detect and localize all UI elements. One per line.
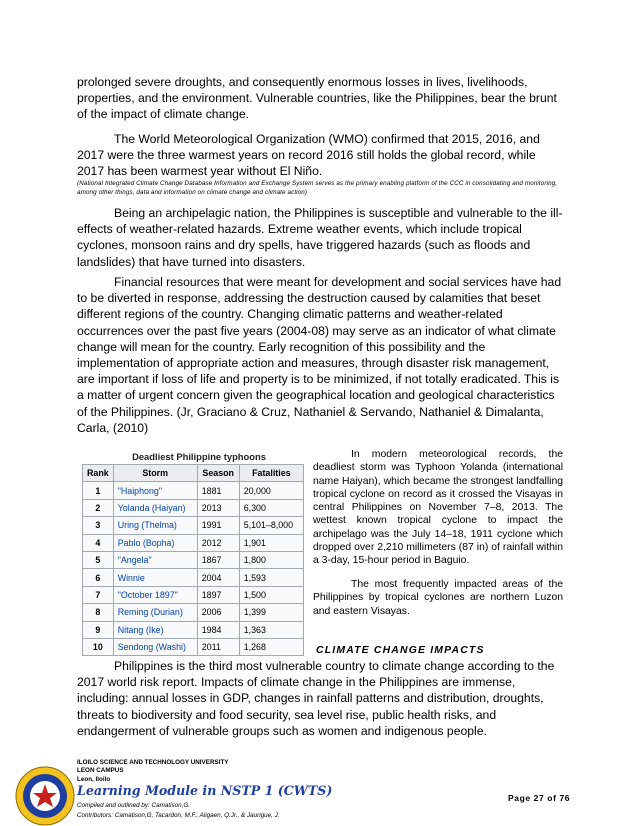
cell-season: 2004: [197, 569, 239, 586]
cell-season: 2011: [197, 638, 239, 655]
table-row: [83, 586, 304, 603]
page-footer: [0, 756, 638, 826]
cell-rank: 4: [83, 534, 114, 551]
cell-season: 1897: [197, 586, 239, 603]
paragraph-intro: prolonged severe droughts, and consequently enormous losses in lives, livelihoods, properties, and the environment. Vulnerable countries, like the Philippines, bear the brunt of the impact of climate change.: [77, 75, 557, 122]
cell-storm-link[interactable]: "Angela": [113, 551, 197, 568]
page-number: Page 27 of 76: [508, 793, 571, 803]
cell-rank: 5: [83, 551, 114, 568]
cell-fatalities: 1,500: [239, 586, 303, 603]
cell-storm-link[interactable]: Pablo (Bopha): [113, 534, 197, 551]
cell-season: 2006: [197, 604, 239, 621]
sidebar-paragraph-impacted-areas: The most frequently impacted areas of the Philippines by tropical cyclones are northern Luzon and eastern Visayas.: [313, 579, 563, 617]
contributors: Contributors: Camatison,G, Tacardon, M.F., Aligaen, Q.Jr., & Jaurigue, J.: [77, 812, 280, 819]
cell-storm-link[interactable]: Sendong (Washi): [113, 638, 197, 655]
cell-season: 2013: [197, 499, 239, 516]
table-row: [83, 482, 304, 499]
table-row: [83, 517, 304, 534]
paragraph-wmo: The World Meteorological Organization (WMO) confirmed that 2015, 2016, and 2017 were the three warmest years on record 2016 still holds the global record, while 2017 has been warmest year without El Niño.: [77, 132, 540, 179]
cell-rank: 8: [83, 604, 114, 621]
header-storm: Storm: [113, 465, 197, 482]
cell-fatalities: 1,399: [239, 604, 303, 621]
cell-fatalities: 1,363: [239, 621, 303, 638]
paragraph-archipelago: Being an archipelagic nation, the Philippines is susceptible and vulnerable to the ill-effects of weather-related hazards. Extreme weather events, which include tropical cyclones, monsoon rains and dry spells, have triggered hazards (such as floods and landslides) that have turned into disasters.: [77, 206, 563, 269]
table-header-row: [83, 465, 304, 482]
cell-rank: 2: [83, 499, 114, 516]
cell-storm-link[interactable]: Reming (Durian): [113, 604, 197, 621]
cell-season: 1867: [197, 551, 239, 568]
section-heading: CLIMATE CHANGE IMPACTS: [316, 645, 485, 656]
cell-fatalities: 20,000: [239, 482, 303, 499]
university-block: [77, 759, 229, 784]
campus-name: LEON CAMPUS: [77, 767, 124, 775]
university-name: ILOILO SCIENCE AND TECHNOLOGY UNIVERSITY: [77, 759, 229, 766]
cell-storm-link[interactable]: "October 1897": [113, 586, 197, 603]
cell-rank: 7: [83, 586, 114, 603]
typhoon-table: [82, 464, 304, 656]
cell-rank: 10: [83, 638, 114, 655]
cell-fatalities: 5,101–8,000: [239, 517, 303, 534]
university-seal-icon: [15, 766, 75, 826]
cell-rank: 6: [83, 569, 114, 586]
table-row: [83, 551, 304, 568]
cell-rank: 1: [83, 482, 114, 499]
cell-fatalities: 1,800: [239, 551, 303, 568]
table-row: [83, 534, 304, 551]
table-row: [83, 621, 304, 638]
campus-location: Leon, Iloilo: [77, 775, 111, 783]
cell-fatalities: 1,268: [239, 638, 303, 655]
cell-season: 1984: [197, 621, 239, 638]
cell-fatalities: 6,300: [239, 499, 303, 516]
cell-rank: 3: [83, 517, 114, 534]
table-caption: Deadliest Philippine typhoons: [132, 451, 266, 462]
paragraph-impacts: Philippines is the third most vulnerable country to climate change according to the 2017 world risk report. Impacts of climate change in the Philippines are immense, including: annual losses in GDP, changes in rainfall patterns and distribution, droughts, threats to biodiversity and food security, sea level rise, public health risks, and endangerment of vulnerable groups such as women and indigenous people.: [77, 659, 555, 738]
sidebar-paragraph-deadliest: In modern meteorological records, the deadliest storm was Typhoon Yolanda (international name Haiyan), which became the strongest landfalling tropical cyclone on record as it crossed the Visayas in central Philippines on November 7–8, 2013. The wettest known tropical cyclone to impact the archipelago was the July 14–18, 1911 cyclone which dropped over 2,210 millimeters (87 in) of rainfall within a 3-day, 15-hour period in Baguio.: [313, 449, 563, 567]
table-row: [83, 604, 304, 621]
cell-fatalities: 1,593: [239, 569, 303, 586]
paragraph-financial: Financial resources that were meant for development and social services have had to be diverted in response, addressing the destruction caused by calamities that beset different regions of the country. Changing climatic patterns and weather-related occurrences over the past five years (2004-08) may serve as an indicator of what climate change will mean for the country. Early recognition of this possibility and the implementation of appropriate action and measures, through disaster risk management, are important if loss of life and property is to be minimized, if not totally eradicated. This is a matter of urgent concern given the geographical location and geological characteristics of the Philippines. (Jr, Graciano & Cruz, Nathaniel & Servando, Nathaniel & Dimalanta, Carla, (2010): [77, 275, 562, 435]
cell-storm-link[interactable]: Winnie: [113, 569, 197, 586]
cell-season: 1881: [197, 482, 239, 499]
cell-season: 2012: [197, 534, 239, 551]
module-title: Learning Module in NSTP 1 (CWTS): [77, 783, 333, 798]
table-row: [83, 638, 304, 655]
cell-storm-link[interactable]: Uring (Thelma): [113, 517, 197, 534]
cell-rank: 9: [83, 621, 114, 638]
table-row: [83, 569, 304, 586]
header-rank: Rank: [83, 465, 114, 482]
header-fatalities: Fatalities: [239, 465, 303, 482]
typhoon-table-container: [82, 451, 304, 656]
cell-fatalities: 1,901: [239, 534, 303, 551]
table-row: [83, 499, 304, 516]
credits-block: [77, 801, 280, 821]
cell-storm-link[interactable]: Nitang (Ike): [113, 621, 197, 638]
cell-storm-link[interactable]: Yolanda (Haiyan): [113, 499, 197, 516]
header-season: Season: [197, 465, 239, 482]
compiled-by: Compiled and outlined by: Camatison,G.: [77, 802, 191, 809]
citation-note: (National Integrated Climate Change Database Information and Exchange System serves as the primary enabling platform of the CCC in consolidating and monitoring, among other things, data and information on climate change and climate action): [77, 180, 558, 196]
cell-season: 1991: [197, 517, 239, 534]
cell-storm-link[interactable]: "Haiphong": [113, 482, 197, 499]
